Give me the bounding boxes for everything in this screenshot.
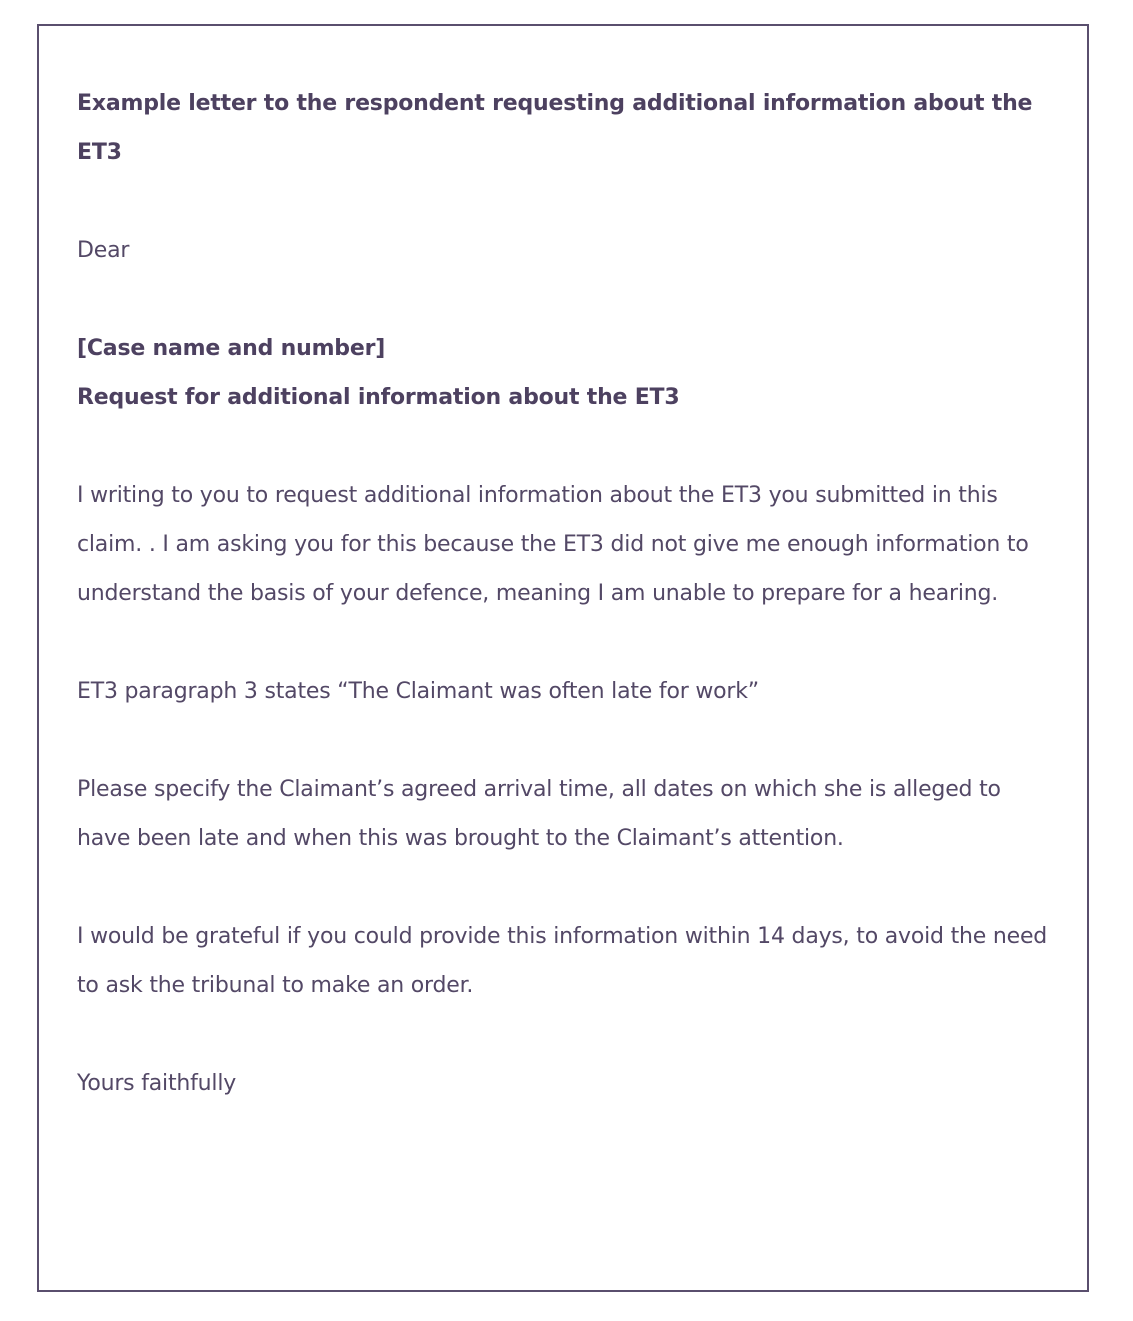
letter-content bbox=[77, 79, 1052, 1108]
spacer bbox=[77, 422, 1052, 471]
spacer bbox=[77, 1010, 1052, 1059]
spacer bbox=[77, 275, 1052, 324]
spacer bbox=[77, 716, 1052, 765]
letter-paragraph-deadline: I would be grateful if you could provide this information within 14 days, to avoid the need to ask the tribunal to make an order. bbox=[77, 924, 1048, 998]
letter-closing: Yours faithfully bbox=[77, 1071, 237, 1096]
letter-subject: Request for additional information about the ET3 bbox=[77, 385, 680, 410]
example-letter-box bbox=[37, 24, 1089, 1292]
case-name-line: [Case name and number] bbox=[77, 336, 386, 361]
letter-salutation: Dear bbox=[77, 238, 130, 263]
letter-paragraph-et3-quote: ET3 paragraph 3 states “The Claimant was often late for work” bbox=[77, 679, 759, 704]
letter-paragraph-request: I writing to you to request additional information about the ET3 you submitted in this claim. . I am asking you for this because the ET3 did not give me enough information to understand the basis of your defence, meaning I am unable to prepare for a hearing. bbox=[77, 483, 1029, 606]
spacer bbox=[77, 618, 1052, 667]
letter-paragraph-specify: Please specify the Claimant’s agreed arrival time, all dates on which she is alleged to have been late and when this was brought to the Claimant’s attention. bbox=[77, 777, 1001, 851]
spacer bbox=[77, 863, 1052, 912]
letter-title: Example letter to the respondent requesting additional information about the ET3 bbox=[77, 91, 1033, 165]
spacer bbox=[77, 177, 1052, 226]
